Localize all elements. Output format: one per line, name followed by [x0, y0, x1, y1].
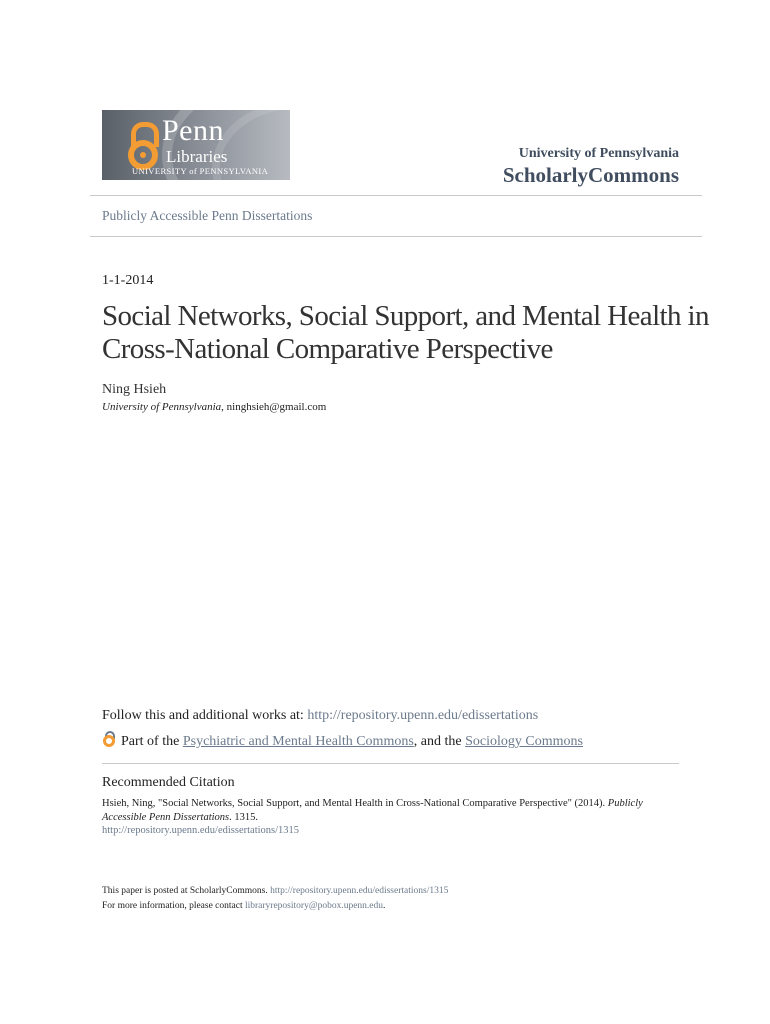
contact-notice — [102, 901, 385, 911]
author-name: Ning Hsieh — [102, 382, 167, 397]
citation-plain: Hsieh, Ning, "Social Networks, Social Support, and Mental Health in Cross-National Comparative Perspective" (2014). — [102, 798, 608, 809]
publication-date: 1-1-2014 — [102, 273, 154, 288]
citation-text — [102, 797, 662, 825]
series-link[interactable]: Publicly Accessible Penn Dissertations — [102, 208, 313, 223]
author-affiliation — [102, 401, 326, 413]
contact-prefix: For more information, please contact — [102, 901, 245, 911]
follow-line — [102, 708, 538, 724]
partof-mid: , and the — [413, 734, 466, 749]
header-divider-bottom — [90, 236, 702, 237]
university-name[interactable]: University of Pennsylvania — [518, 146, 679, 161]
citation-end: . 1315. — [229, 812, 259, 823]
scholarlycommons-title[interactable]: ScholarlyCommons — [502, 163, 679, 187]
logo-university-text: UNIVERSITY of PENNSYLVANIA — [132, 166, 269, 176]
sociology-commons-link[interactable]: Sociology Commons — [465, 734, 583, 749]
citation-heading: Recommended Citation — [102, 775, 235, 790]
open-access-lock-keyhole — [140, 152, 146, 158]
author-email: , ninghsieh@gmail.com — [221, 401, 327, 413]
header-divider-top — [90, 195, 702, 196]
document-title: Social Networks, Social Support, and Mental Health in Cross-National Comparative Perspective — [102, 300, 709, 365]
posted-notice — [102, 886, 448, 896]
citation-divider — [102, 763, 679, 764]
affiliation-name: University of Pennsylvania — [102, 401, 222, 413]
citation-series: Publicly Accessible Penn Dissertations — [102, 798, 643, 823]
open-access-icon — [102, 731, 118, 747]
contact-email-link[interactable]: libraryrepository@pobox.upenn.edu — [244, 901, 384, 911]
follow-link[interactable]: http://repository.upenn.edu/edissertations — [307, 708, 539, 723]
part-of-line — [102, 731, 583, 750]
psychiatric-commons-link[interactable]: Psychiatric and Mental Health Commons — [182, 734, 414, 749]
partof-prefix: Part of the — [121, 734, 183, 749]
citation-link[interactable]: http://repository.upenn.edu/edissertations/1315 — [102, 825, 300, 836]
posted-prefix: This paper is posted at ScholarlyCommons. — [102, 886, 271, 896]
penn-libraries-logo[interactable] — [102, 110, 290, 180]
posted-link[interactable]: http://repository.upenn.edu/edissertations/1315 — [270, 886, 449, 896]
contact-end: . — [383, 901, 386, 911]
logo-penn-text: Penn — [162, 114, 224, 147]
logo-libraries-text: Libraries — [166, 147, 228, 166]
follow-label: Follow this and additional works at: — [102, 708, 308, 723]
